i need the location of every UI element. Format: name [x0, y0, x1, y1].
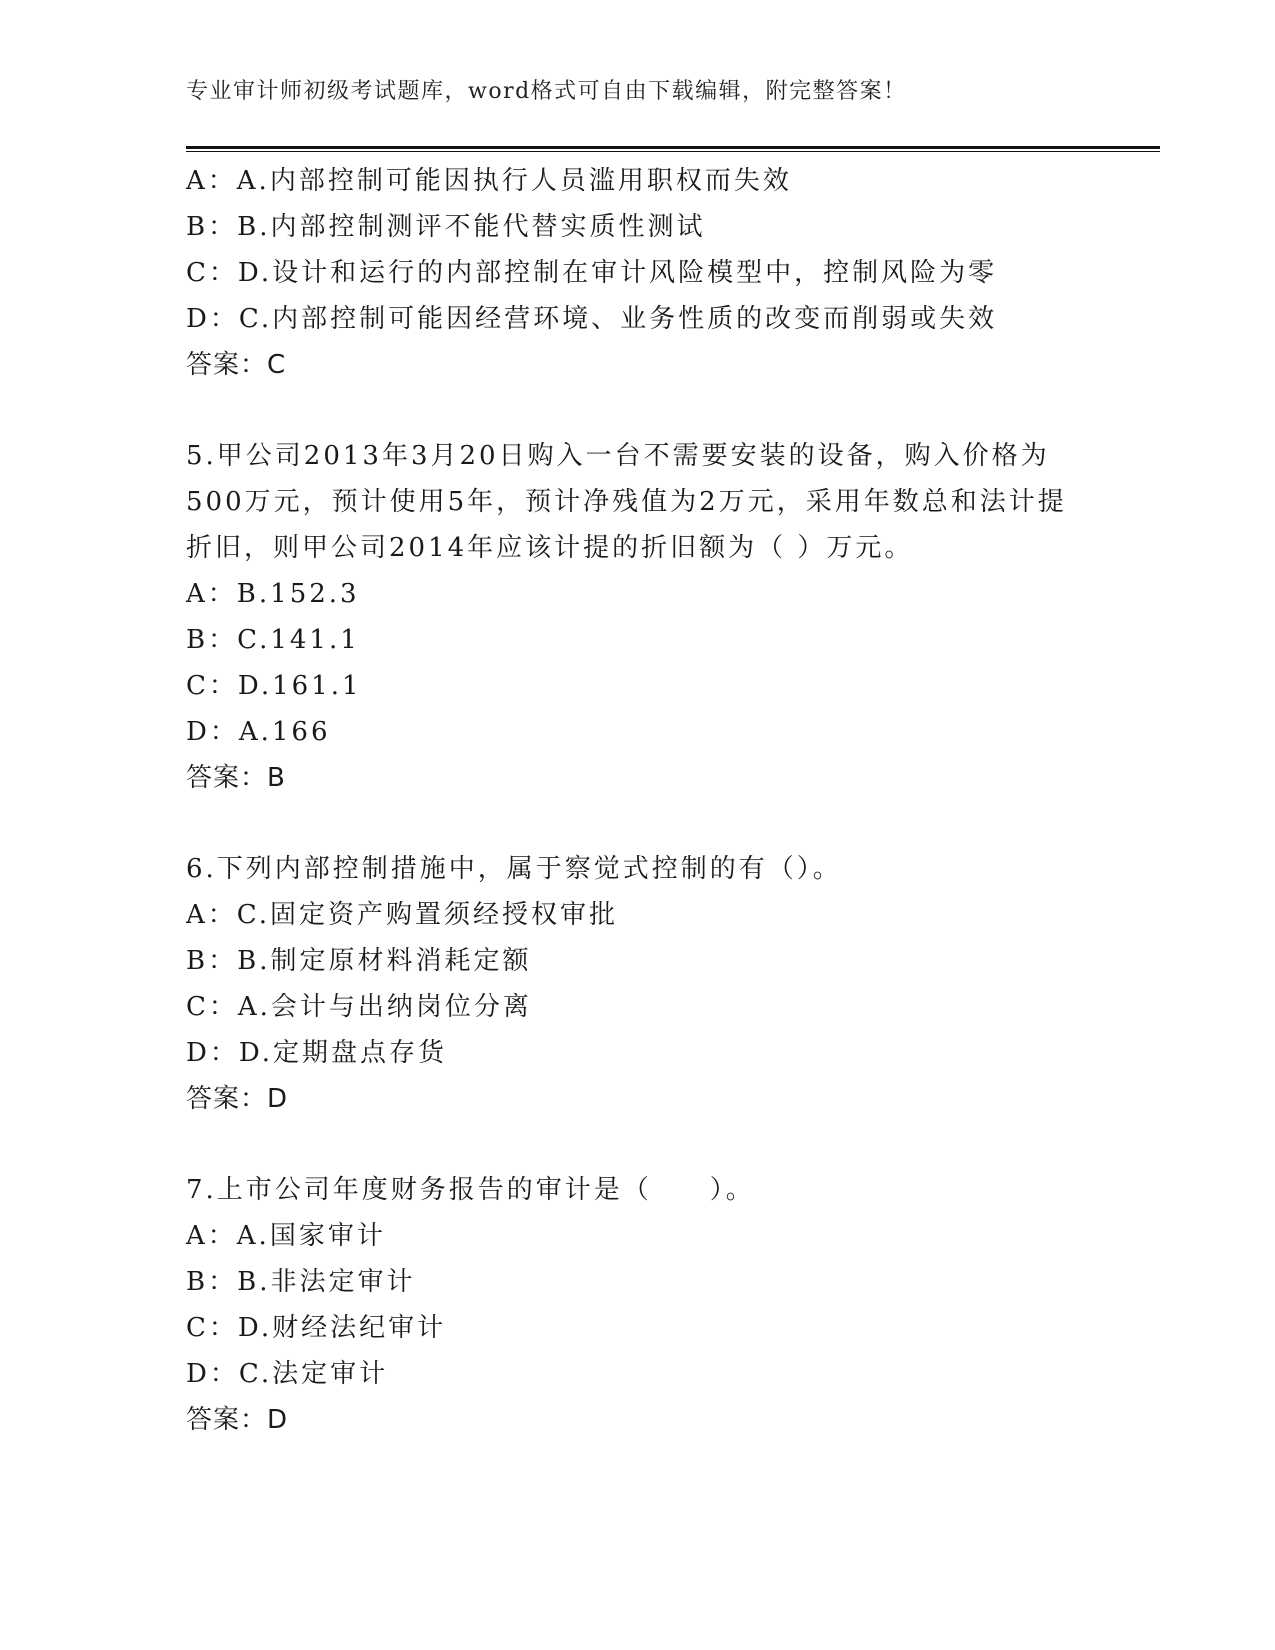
option-b: B：B.制定原材料消耗定额 [186, 946, 532, 976]
header-rule-thick [186, 146, 1160, 149]
option-d: D：C.内部控制可能因经营环境、业务性质的改变而削弱或失效 [186, 304, 998, 334]
question-5 [186, 433, 1146, 801]
option-c: C：D.财经法纪审计 [186, 1313, 447, 1343]
answer: 答案：D [186, 1084, 289, 1114]
option-a: A：A.内部控制可能因执行人员滥用职权而失效 [186, 166, 792, 196]
header-rule-thin [186, 151, 1160, 152]
option-c: C：A.会计与出纳岗位分离 [186, 992, 532, 1022]
question-content [186, 158, 1146, 1443]
answer: 答案：B [186, 763, 286, 793]
option-c: C：D.161.1 [186, 671, 362, 701]
option-c: C：D.设计和运行的内部控制在审计风险模型中，控制风险为零 [186, 258, 998, 288]
question-stem-line: 6.下列内部控制措施中，属于察觉式控制的有（）。 [186, 854, 842, 884]
question-stem-line: 折旧，则甲公司2014年应该计提的折旧额为（ ）万元。 [186, 533, 914, 563]
option-b: B：B.非法定审计 [186, 1267, 416, 1297]
question-4-continued [186, 158, 1146, 388]
page-header: 专业审计师初级考试题库，word格式可自由下载编辑，附完整答案！ [186, 79, 907, 104]
answer: 答案：C [186, 350, 287, 380]
question-stem-line: 5.甲公司2013年3月20日购入一台不需要安装的设备，购入价格为 [186, 441, 1050, 471]
answer: 答案：D [186, 1405, 289, 1435]
option-d: D：A.166 [186, 717, 331, 747]
option-a: A：C.固定资产购置须经授权审批 [186, 900, 619, 930]
option-a: A：B.152.3 [186, 579, 360, 609]
question-6 [186, 846, 1146, 1122]
question-7 [186, 1167, 1146, 1443]
option-b: B：C.141.1 [186, 625, 360, 655]
option-b: B：B.内部控制测评不能代替实质性测试 [186, 212, 706, 242]
question-stem-line: 500万元，预计使用5年，预计净残值为2万元，采用年数总和法计提 [186, 487, 1067, 517]
option-d: D：C.法定审计 [186, 1359, 389, 1389]
question-stem-line: 7.上市公司年度财务报告的审计是（ ）。 [186, 1175, 755, 1205]
option-d: D：D.定期盘点存货 [186, 1038, 448, 1068]
option-a: A：A.国家审计 [186, 1221, 386, 1251]
